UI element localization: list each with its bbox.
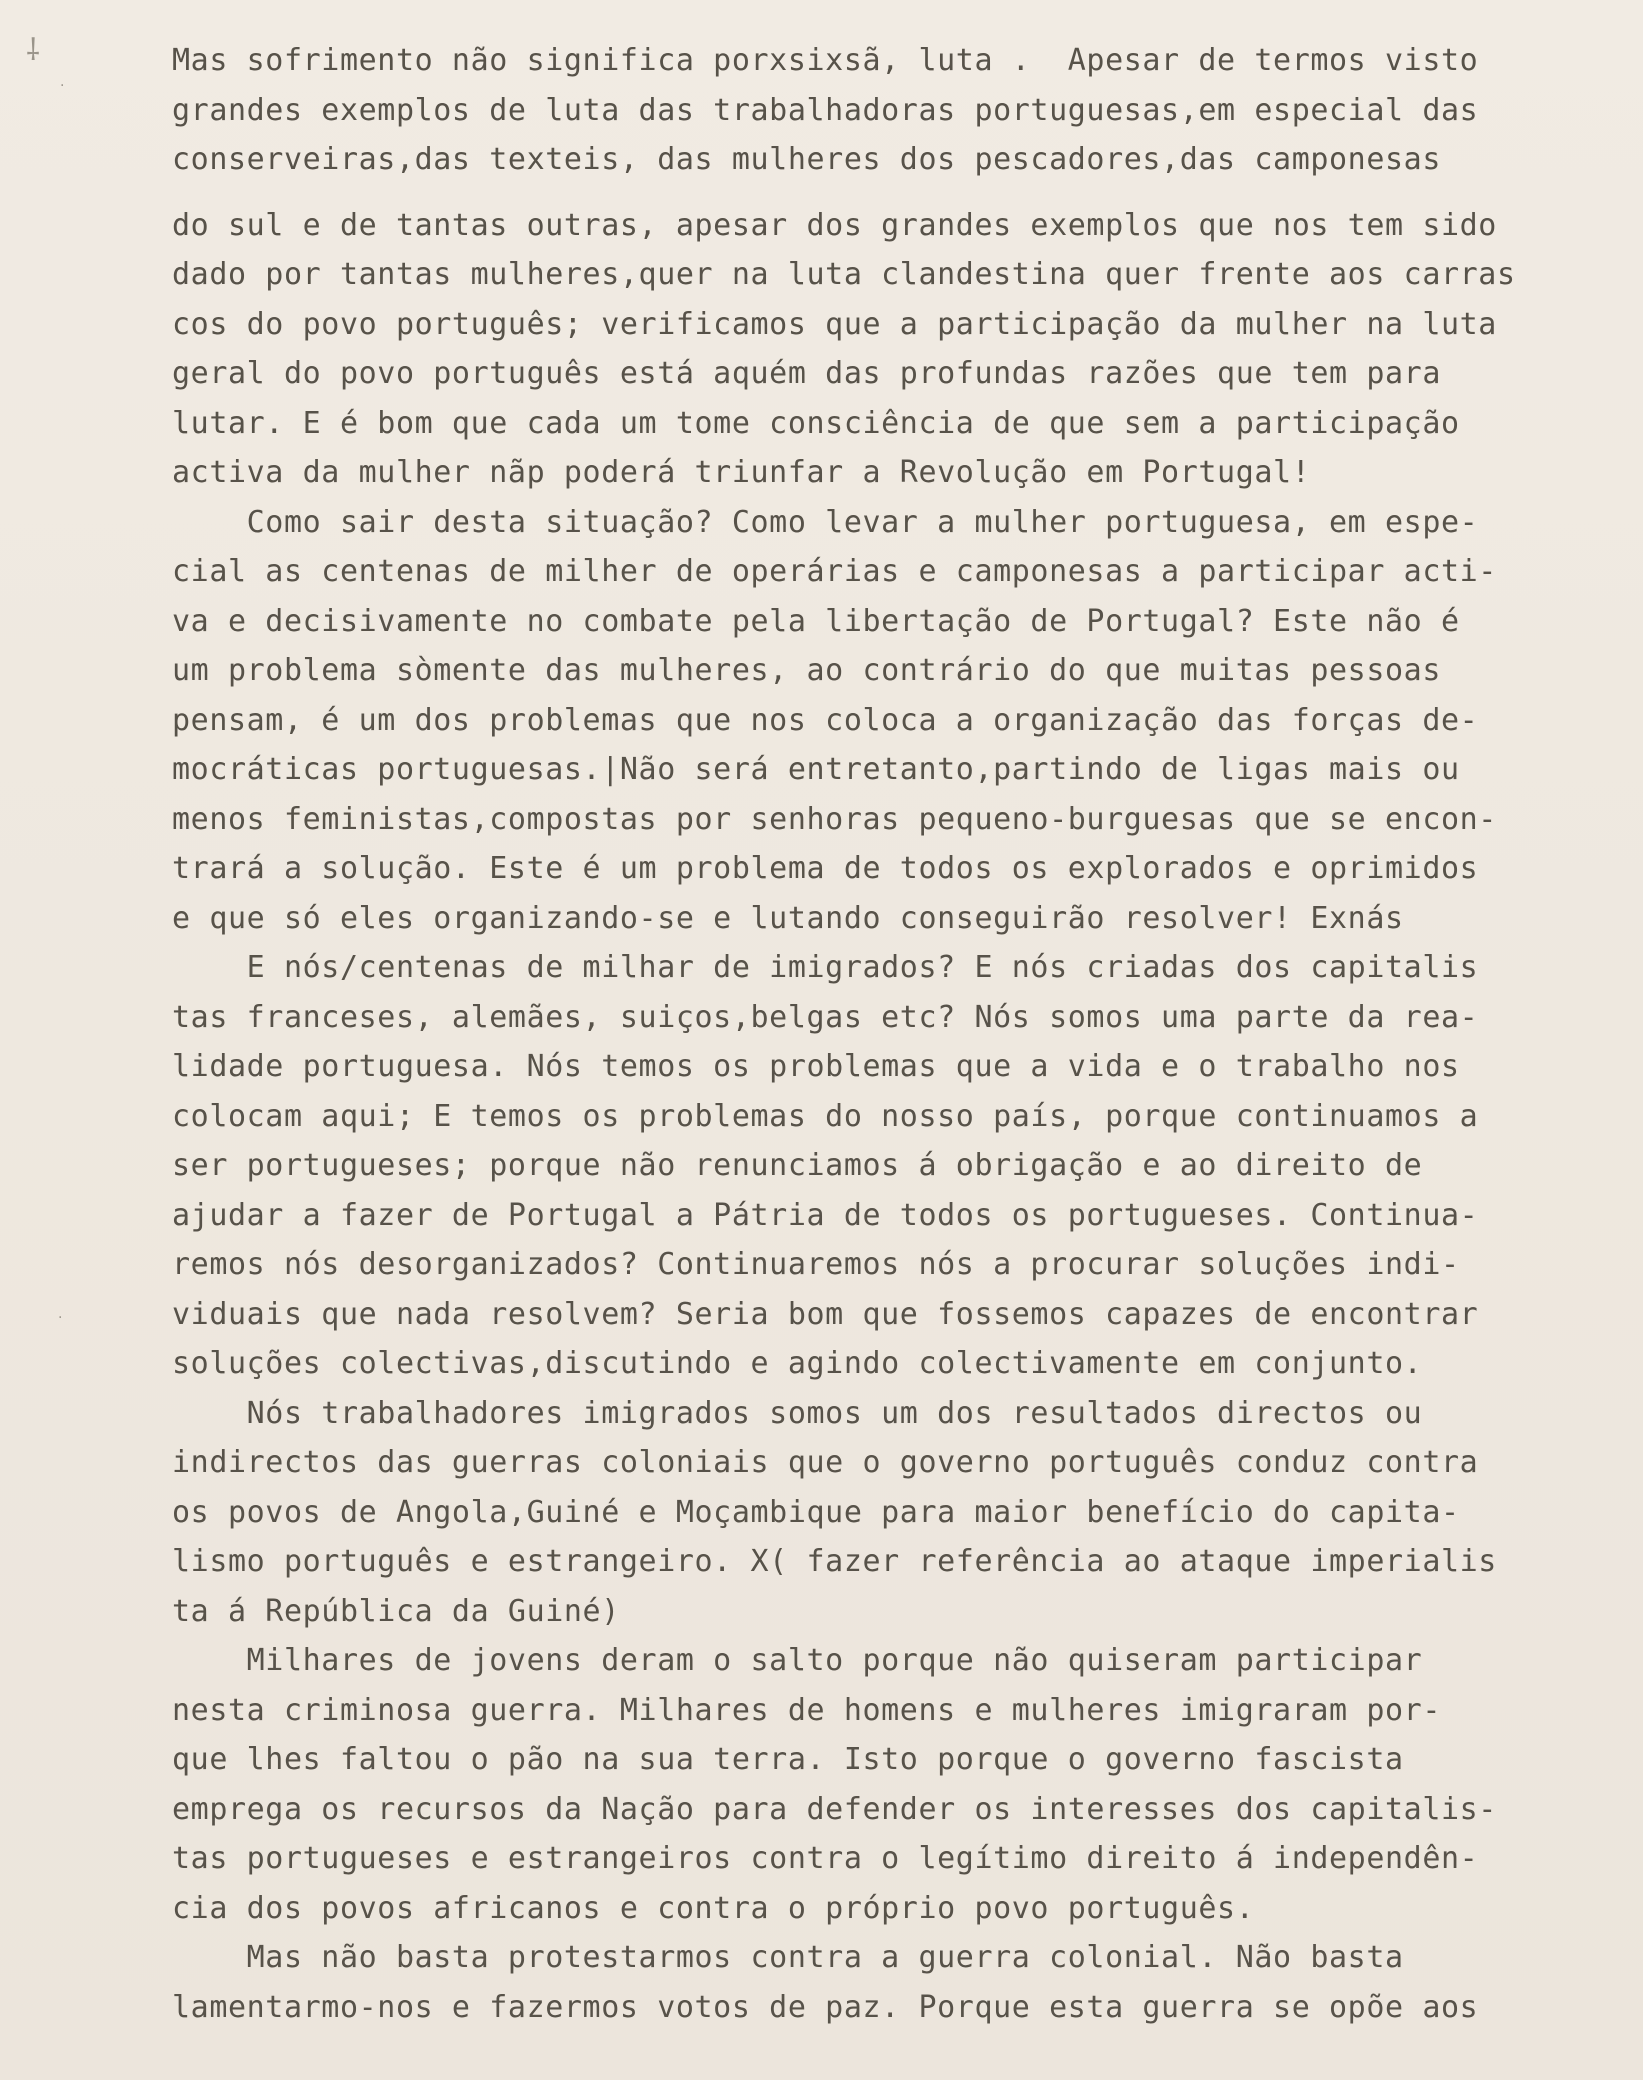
text-line: um problema sòmente das mulheres, ao contrário do que muitas pessoas	[172, 653, 1441, 688]
paragraph-gap	[172, 185, 1632, 201]
text-line: soluções colectivas,discutindo e agindo colectivamente em conjunto.	[172, 1346, 1423, 1381]
text-line: cial as centenas de milher de operárias e camponesas a participar acti-	[172, 554, 1497, 589]
text-line: Nós trabalhadores imigrados somos um dos resultados directos ou	[172, 1395, 1423, 1431]
text-line: Como sair desta situação? Como levar a mulher portuguesa, em espe-	[172, 504, 1479, 540]
text-line: tas portugueses e estrangeiros contra o legítimo direito á independên-	[172, 1841, 1479, 1876]
text-line: que lhes faltou o pão na sua terra. Isto porque o governo fascista	[172, 1742, 1404, 1777]
text-line: activa da mulher nãp poderá triunfar a Revolução em Portugal!	[172, 455, 1311, 490]
text-line: dado por tantas mulheres,quer na luta clandestina quer frente aos carras	[172, 257, 1516, 292]
text-line: pensam, é um dos problemas que nos coloca a organização das forças de-	[172, 702, 1479, 738]
text-line: ta á República da Guiné)	[172, 1593, 620, 1629]
text-line: cos do povo português; verificamos que a participação da mulher na luta	[172, 306, 1497, 342]
text-line: grandes exemplos de luta das trabalhadoras portuguesas,em especial das	[172, 92, 1479, 128]
text-line: colocam aqui; E temos os problemas do nosso país, porque continuamos a	[172, 1098, 1479, 1134]
text-line: menos feministas,compostas por senhoras pequeno-burguesas que se encon-	[172, 801, 1497, 837]
text-line: geral do povo português está aquém das profundas razões que tem para	[172, 356, 1441, 391]
text-line: remos nós desorganizados? Continuaremos nós a procurar soluções indi-	[172, 1247, 1460, 1282]
text-line: lismo português e estrangeiro. X( fazer referência ao ataque imperialis	[172, 1544, 1497, 1579]
text-line: tas franceses, alemães, suiços,belgas etc? Nós somos uma parte da rea-	[172, 999, 1479, 1035]
ink-speck: ·	[60, 78, 65, 94]
text-line: emprega os recursos da Nação para defender os interesses dos capitalis-	[172, 1791, 1497, 1827]
text-line: e que só eles organizando-se e lutando conseguirão resolver! Exnás	[172, 900, 1404, 936]
text-line: trará a solução. Este é um problema de todos os explorados e oprimidos	[172, 851, 1479, 886]
typewritten-text	[172, 36, 1632, 2032]
text-line: Mas sofrimento não significa porxsixsã, luta . Apesar de termos visto	[172, 43, 1479, 78]
text-line: va e decisivamente no combate pela libertação de Portugal? Este não é	[172, 603, 1460, 639]
text-line: ser portugueses; porque não renunciamos á obrigação e ao direito de	[172, 1148, 1423, 1183]
text-line: mocráticas portuguesas.|Não será entretanto,partindo de ligas mais ou	[172, 752, 1460, 787]
text-line: Mas não basta protestarmos contra a guerra colonial. Não basta	[172, 1940, 1404, 1975]
text-line: os povos de Angola,Guiné e Moçambique para maior benefício do capita-	[172, 1494, 1460, 1530]
text-line: ajudar a fazer de Portugal a Pátria de todos os portugueses. Continua-	[172, 1197, 1479, 1233]
ink-speck: ·	[58, 1310, 63, 1326]
text-line: lamentarmo-nos e fazermos votos de paz. Porque esta guerra se opõe aos	[172, 1989, 1479, 2025]
text-line: viduais que nada resolvem? Seria bom que fossemos capazes de encontrar	[172, 1296, 1479, 1332]
text-line: Milhares de jovens deram o salto porque não quiseram participar	[172, 1643, 1423, 1678]
text-line: do sul e de tantas outras, apesar dos grandes exemplos que nos tem sido	[172, 207, 1497, 243]
text-line: nesta criminosa guerra. Milhares de homens e mulheres imigraram por-	[172, 1692, 1441, 1728]
text-line: indirectos das guerras coloniais que o governo português conduz contra	[172, 1445, 1479, 1480]
text-line: conserveiras,das texteis, das mulheres dos pescadores,das camponesas	[172, 142, 1441, 177]
text-line: cia dos povos africanos e contra o próprio povo português.	[172, 1890, 1255, 1926]
ink-mark: ⸸	[26, 33, 41, 68]
text-line: lidade portuguesa. Nós temos os problemas que a vida e o trabalho nos	[172, 1049, 1460, 1084]
text-line: E nós/centenas de milhar de imigrados? E nós criadas dos capitalis	[172, 950, 1479, 985]
text-line: lutar. E é bom que cada um tome consciência de que sem a participação	[172, 405, 1460, 441]
